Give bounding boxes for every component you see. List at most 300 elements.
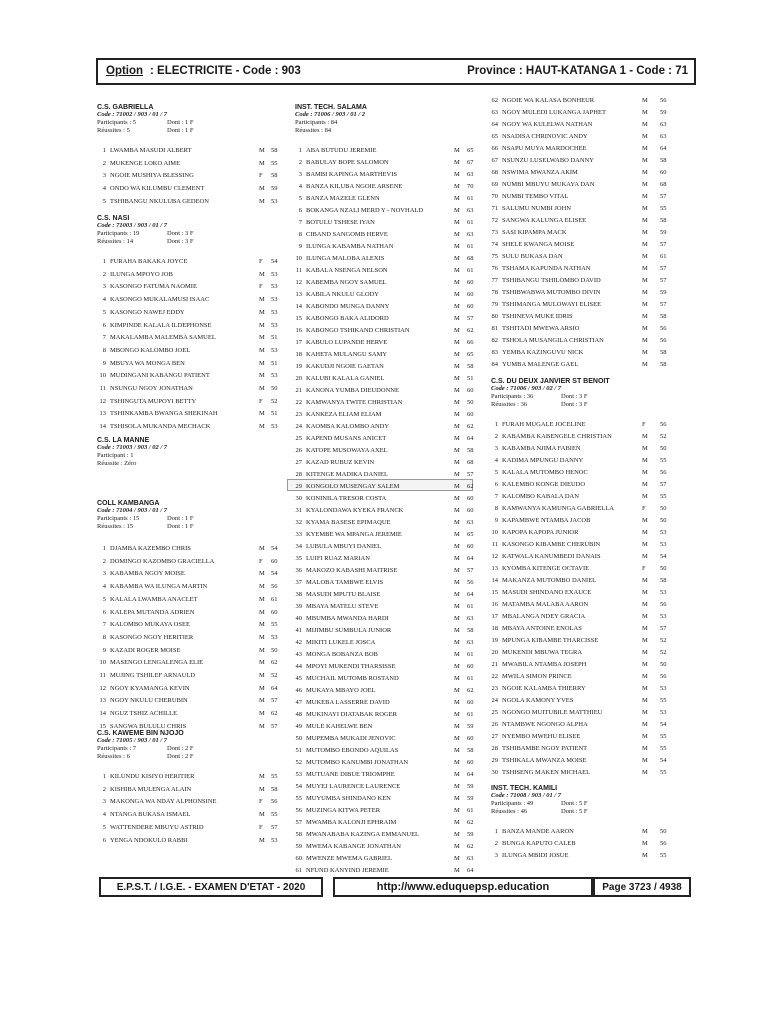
student-number: 55: [295, 795, 302, 802]
student-number: 10: [295, 255, 302, 262]
student-number: 11: [99, 672, 106, 679]
student-name: KASONGO FATUMA NAOMIE: [110, 283, 197, 291]
student-name: SULU BUKASA DAN: [502, 253, 563, 260]
school-name: C.S. LA MANNE: [97, 437, 150, 444]
student-sex: M: [642, 169, 648, 176]
student-number: 65: [491, 133, 498, 140]
student-score: 53: [660, 541, 667, 548]
student-name: NGOY NKULU CHERUBIN: [110, 697, 188, 705]
student-sex: M: [454, 159, 460, 166]
student-sex: M: [259, 646, 265, 654]
student-name: KAZAD RUBUZ KEVIN: [306, 459, 375, 466]
student-number: 35: [295, 555, 302, 562]
student-name: MUKENDI MBUWA TEGRA: [502, 649, 583, 656]
student-name: KAOMBA KALOMBO ANDY: [306, 423, 390, 430]
student-name: KANONA YUMBA DIEUDONNE: [306, 387, 399, 394]
student-number: 25: [491, 709, 498, 716]
student-number: 2: [102, 270, 106, 278]
student-name: ILUNGA MALOBA ALEXIS: [306, 255, 385, 262]
school-code: Code : 71005 / 903 / 01 / 7: [97, 737, 168, 744]
student-sex: M: [642, 661, 648, 668]
student-number: 19: [295, 363, 302, 370]
student-number: 3: [298, 171, 302, 178]
student-score: 53: [271, 197, 278, 205]
student-number: 61: [295, 867, 302, 874]
student-number: 31: [295, 507, 302, 514]
school-code: Code : 71002 / 903 / 01 / 7: [97, 111, 168, 118]
student-sex: M: [454, 327, 460, 334]
student-name: MUKINAYI DIATABAK ROGER: [306, 711, 397, 718]
school-block: [97, 730, 277, 761]
student-score: 60: [467, 279, 474, 286]
student-number: 26: [491, 721, 498, 728]
option-label: Option: [106, 65, 144, 77]
participants-count: Participant : 1: [97, 452, 134, 459]
student-score: 66: [467, 339, 474, 346]
reussites-count: Réussites : 46: [491, 808, 528, 815]
student-number: 12: [295, 279, 302, 286]
student-sex: M: [454, 375, 460, 382]
student-number: 24: [491, 697, 498, 704]
student-sex: M: [454, 315, 460, 322]
student-number: 21: [491, 661, 498, 668]
student-row: [92, 707, 285, 720]
student-sex: M: [642, 241, 648, 248]
student-number: 15: [99, 722, 106, 730]
student-name: ILUNGA MPOYO JOB: [110, 270, 173, 278]
student-score: 57: [660, 193, 667, 200]
student-name: KABALA NSENGA NELSON: [306, 267, 388, 274]
student-score: 55: [660, 769, 667, 776]
student-number: 7: [102, 621, 106, 629]
student-name: WATTENDERE MBUYU ASTRID: [110, 823, 204, 831]
student-name: TSHOLA MUSANGILA CHRISTIAN: [502, 337, 604, 344]
student-number: 10: [99, 659, 106, 667]
student-name: MUDINGANI KABANGU PATIENT: [110, 372, 210, 380]
student-row: [92, 669, 285, 682]
student-row: [92, 618, 285, 631]
student-number: 15: [295, 315, 302, 322]
student-number: 5: [102, 197, 106, 205]
student-sex: M: [454, 231, 460, 238]
student-sex: M: [259, 334, 265, 342]
student-name: NUMBI MBUYU MUKAYA DAN: [502, 181, 595, 188]
student-number: 4: [102, 583, 106, 591]
student-score: 58: [467, 747, 474, 754]
student-number: 29: [491, 757, 498, 764]
participants-row: [97, 119, 277, 127]
student-number: 17: [295, 339, 302, 346]
student-score: 57: [467, 315, 474, 322]
student-name: MAKALAMBA MALEMBA SAMUEL: [110, 334, 216, 342]
student-name: MUZINGA KITWA PETER: [306, 807, 381, 814]
student-row: [92, 770, 285, 783]
student-score: 62: [271, 659, 278, 667]
student-name: KAZADI ROGER MOISE: [110, 646, 181, 654]
student-number: 43: [295, 651, 302, 658]
student-name: NGONGO MUITUBILE MATTHIEU: [502, 709, 603, 716]
student-number: 8: [102, 346, 106, 354]
student-sex: M: [259, 372, 265, 380]
student-score: 57: [660, 277, 667, 284]
student-sex: M: [642, 457, 648, 464]
participants-count: Participants : 49: [491, 800, 534, 807]
student-number: 4: [298, 183, 302, 190]
student-score: 52: [660, 649, 667, 656]
student-number: 14: [99, 710, 106, 718]
student-sex: M: [454, 795, 460, 802]
student-score: 63: [467, 231, 474, 238]
student-name: SHELE KWANGA MOISE: [502, 241, 575, 248]
student-number: 5: [298, 195, 302, 202]
participants-female: Dont : 1 F: [167, 119, 194, 126]
student-number: 16: [295, 327, 302, 334]
student-name: NGOLA KAMONY YVES: [502, 697, 574, 704]
student-number: 13: [491, 565, 498, 572]
student-number: 57: [295, 819, 302, 826]
student-score: 59: [467, 723, 474, 730]
student-score: 64: [467, 591, 474, 598]
student-number: 77: [491, 277, 498, 284]
student-number: 39: [295, 603, 302, 610]
student-sex: M: [642, 469, 648, 476]
student-sex: M: [642, 445, 648, 452]
participants-count: Participants : 7: [97, 745, 136, 752]
student-sex: M: [454, 519, 460, 526]
student-score: 58: [467, 447, 474, 454]
student-score: 63: [660, 133, 667, 140]
student-score: 58: [660, 217, 667, 224]
student-score: 58: [467, 627, 474, 634]
school-code: Code : 71008 / 903 / 01 / 7: [491, 792, 562, 799]
student-score: 55: [271, 811, 278, 819]
student-number: 5: [102, 308, 106, 316]
student-score: 50: [660, 661, 667, 668]
student-row: [92, 821, 285, 834]
student-number: 2: [494, 840, 498, 847]
student-number: 8: [298, 231, 302, 238]
student-number: 40: [295, 615, 302, 622]
student-sex: M: [642, 709, 648, 716]
student-sex: M: [454, 735, 460, 742]
student-name: MBUYA WA MONGA BEN: [110, 359, 185, 367]
student-sex: M: [454, 291, 460, 298]
student-row: [92, 280, 285, 293]
student-name: KAPOPA KAPOPA JUNIOR: [502, 529, 579, 536]
student-sex: M: [454, 759, 460, 766]
student-number: 46: [295, 687, 302, 694]
student-sex: F: [642, 505, 646, 512]
footer-url[interactable]: http://www.eduquepsp.education: [333, 877, 593, 897]
student-score: 56: [660, 673, 667, 680]
student-number: 50: [295, 735, 302, 742]
student-number: 23: [491, 685, 498, 692]
student-name: SANGWA KALUNGA ELISEE: [502, 217, 587, 224]
student-sex: M: [642, 205, 648, 212]
student-number: 6: [102, 321, 106, 329]
student-sex: M: [454, 303, 460, 310]
student-name: NGUZ TSHIZ ACHILLE: [110, 710, 178, 718]
student-score: 61: [467, 711, 474, 718]
student-name: MAKONGA WA NDAY ALPHONSINE: [110, 798, 217, 806]
student-number: 24: [295, 423, 302, 430]
student-sex: M: [454, 639, 460, 646]
student-score: 58: [660, 313, 667, 320]
student-score: 60: [467, 411, 474, 418]
participants-count: Participants : 19: [97, 230, 140, 237]
student-sex: F: [259, 798, 263, 806]
student-number: 14: [99, 423, 106, 431]
student-name: KIMPINDE KALALA ILDEPHONSE: [110, 321, 212, 329]
student-sex: M: [454, 591, 460, 598]
student-number: 1: [102, 258, 106, 265]
student-score: 50: [660, 445, 667, 452]
student-score: 56: [660, 421, 667, 428]
student-number: 8: [494, 505, 498, 512]
student-score: 57: [271, 722, 278, 730]
student-name: KALEPA MUTANDA ADRIEN: [110, 608, 195, 616]
student-row: [92, 580, 285, 593]
student-sex: M: [642, 97, 648, 104]
student-name: TSHIMANGA MULOWAYI ELISEE: [502, 301, 602, 308]
student-row: [92, 157, 285, 170]
student-number: 3: [494, 852, 498, 859]
student-number: 2: [102, 785, 106, 793]
student-row: [92, 395, 285, 408]
student-number: 72: [491, 217, 498, 224]
student-score: 53: [271, 308, 278, 316]
student-number: 18: [295, 351, 302, 358]
student-sex: M: [642, 493, 648, 500]
student-score: 53: [271, 296, 278, 304]
student-name: KALALA LWAMBA ANACLET: [110, 595, 198, 603]
student-row: [92, 555, 285, 568]
student-score: 64: [271, 684, 278, 692]
student-name: NTANGA BUKASA ISMAEL: [110, 811, 191, 819]
student-name: KALUBI KALALA GANIEL: [306, 375, 385, 382]
student-name: SALUMU NUMBI JOHN: [502, 205, 571, 212]
student-number: 52: [295, 759, 302, 766]
student-number: 71: [491, 205, 498, 212]
student-sex: M: [454, 711, 460, 718]
participants-count: Participants : 15: [97, 515, 140, 522]
student-name: BANZA MAZELE GLENN: [306, 195, 380, 202]
student-number: 60: [295, 855, 302, 862]
student-name: MIJIMBU SUMBULA JUNIOR: [306, 627, 392, 634]
student-sex: M: [642, 757, 648, 764]
student-sex: M: [642, 577, 648, 584]
student-name: MIKITI LUKELE JOSCA: [306, 639, 376, 646]
student-name: KALOMBO MUKAYA OSEE: [110, 621, 190, 629]
student-name: MAKOZO KABASHI MAITRISE: [306, 567, 398, 574]
student-sex: M: [259, 147, 265, 154]
student-score: 53: [660, 685, 667, 692]
student-number: 54: [295, 783, 302, 790]
student-sex: M: [454, 255, 460, 262]
student-score: 53: [271, 321, 278, 329]
student-name: MBAYA ANTOINE ENOLAS: [502, 625, 582, 632]
participants-female: Dont : 2 F: [167, 745, 194, 752]
student-score: 63: [467, 207, 474, 214]
student-sex: M: [454, 471, 460, 478]
student-score: 61: [467, 195, 474, 202]
student-number: 11: [491, 541, 498, 548]
student-sex: M: [454, 867, 460, 874]
student-score: 59: [660, 229, 667, 236]
student-sex: M: [259, 308, 265, 316]
student-number: 44: [295, 663, 302, 670]
student-score: 57: [660, 481, 667, 488]
student-score: 52: [271, 397, 278, 405]
student-name: TSHIBWABWA MUTOMBO DIVIN: [502, 289, 601, 296]
student-sex: M: [642, 637, 648, 644]
student-row: [92, 195, 285, 208]
student-name: MUTUANE DIBUE TRIOMPHE: [306, 771, 395, 778]
student-sex: M: [642, 721, 648, 728]
student-name: YENGA NDOKULO RABBI: [110, 836, 188, 844]
student-sex: M: [454, 483, 460, 490]
student-name: MBONGO KALOMBO JOEL: [110, 346, 191, 354]
student-score: 55: [660, 697, 667, 704]
student-row: [484, 849, 674, 862]
student-score: 54: [271, 570, 278, 578]
reussites-count: Réussites : 14: [97, 238, 134, 245]
student-row: [92, 606, 285, 619]
school-name: C.S. KAWEME BIN NJOJO: [97, 730, 184, 737]
student-sex: M: [454, 615, 460, 622]
student-sex: M: [259, 359, 265, 367]
student-name: NFUND KANYIND JEREMIE: [306, 867, 389, 874]
school-name: INST. TECH. SALAMA: [295, 104, 367, 111]
student-sex: M: [642, 277, 648, 284]
participants-row: [97, 515, 277, 523]
student-name: KATOPE MUSOWAYA AXEL: [306, 447, 388, 454]
reussites-row: [97, 460, 277, 468]
student-sex: M: [642, 217, 648, 224]
student-score: 56: [660, 97, 667, 104]
school-code: Code : 71003 / 903 / 02 / 7: [97, 444, 168, 451]
student-name: KILUNDU KISIYO HERITIER: [110, 773, 195, 780]
student-sex: M: [259, 621, 265, 629]
student-row: [288, 864, 481, 877]
student-number: 53: [295, 771, 302, 778]
student-score: 60: [660, 169, 667, 176]
student-sex: F: [642, 421, 646, 428]
student-sex: M: [642, 289, 648, 296]
student-number: 17: [491, 613, 498, 620]
student-score: 54: [660, 553, 667, 560]
student-score: 64: [660, 145, 667, 152]
student-score: 62: [467, 327, 474, 334]
student-score: 63: [467, 615, 474, 622]
student-sex: M: [454, 807, 460, 814]
student-sex: M: [454, 339, 460, 346]
student-sex: M: [454, 699, 460, 706]
student-score: 55: [660, 457, 667, 464]
school-code: Code : 71006 / 903 / 01 / 2: [295, 111, 366, 118]
student-score: 68: [467, 255, 474, 262]
student-sex: M: [642, 553, 648, 560]
student-score: 52: [660, 637, 667, 644]
page-header: [96, 58, 696, 85]
student-name: NGOIE MUSHIYA BLESSING: [110, 172, 194, 180]
student-row: [92, 268, 285, 281]
student-name: NGOIE WA KALASA BONHEUR: [502, 97, 595, 104]
student-sex: M: [259, 570, 265, 578]
student-name: MBALANGA NDEY GRACIA: [502, 613, 586, 620]
student-name: KANKEZA ELIAM ELIAM: [306, 411, 382, 418]
student-name: NYEMBO MWEHU ELISEE: [502, 733, 581, 740]
student-score: 57: [467, 471, 474, 478]
student-name: KABEMBA NGOY SAMUEL: [306, 279, 387, 286]
student-number: 12: [99, 684, 106, 692]
student-name: MUTOMBO EBONDO AQUILAS: [306, 747, 399, 754]
student-name: MWILA SIMON PRINCE: [502, 673, 572, 680]
student-score: 62: [467, 483, 474, 490]
student-score: 50: [467, 399, 474, 406]
student-name: KONINILA TRESOR COSTA: [306, 495, 387, 502]
student-score: 63: [467, 855, 474, 862]
student-number: 27: [491, 733, 498, 740]
student-name: MPUNGA KIBAMBE THARCISSE: [502, 637, 599, 644]
student-name: NGOY KYAMANGA KEVIN: [110, 684, 190, 692]
student-name: TSHIKALA MWANZA MOISE: [502, 757, 587, 764]
participants-row: [97, 452, 277, 460]
student-sex: M: [454, 195, 460, 202]
student-name: ABA BUTUDU JEREMIE: [306, 147, 377, 154]
student-number: 10: [99, 372, 106, 380]
reussites-row: [97, 523, 277, 531]
student-sex: M: [454, 579, 460, 586]
student-sex: M: [454, 651, 460, 658]
reussites-female: Dont : 3 F: [167, 238, 194, 245]
student-name: NSUNZU LUSELWABO DANNY: [502, 157, 594, 164]
student-name: BABULAY BOPE SALOMON: [306, 159, 389, 166]
student-number: 62: [491, 97, 498, 104]
student-sex: M: [454, 687, 460, 694]
student-name: KASONGO NGOY HERITIER: [110, 633, 194, 641]
school-block: [97, 104, 277, 135]
reussites-female: Dont : 2 F: [167, 753, 194, 760]
student-number: 2: [494, 433, 498, 440]
student-number: 18: [491, 625, 498, 632]
participants-female: Dont : 3 F: [561, 393, 588, 400]
student-name: KISHIBA MULENGA ALAIN: [110, 785, 192, 793]
student-row: [92, 169, 285, 182]
student-number: 19: [491, 637, 498, 644]
student-number: 8: [102, 633, 106, 641]
student-sex: M: [259, 185, 265, 193]
student-score: 60: [467, 543, 474, 550]
student-name: LWAMBA MASUDI ALBERT: [110, 147, 192, 154]
student-score: 59: [467, 783, 474, 790]
student-sex: M: [642, 133, 648, 140]
student-name: MUKENGE LOKO AIME: [110, 159, 181, 167]
student-name: KABAMBA WA ILUNGA MARTIN: [110, 583, 208, 591]
student-sex: M: [259, 684, 265, 692]
student-number: 3: [102, 283, 106, 291]
student-row: [92, 255, 285, 268]
student-sex: M: [259, 321, 265, 329]
student-score: 61: [467, 267, 474, 274]
student-score: 53: [271, 633, 278, 641]
reussites-female: Dont : 3 F: [561, 401, 588, 408]
student-name: TSHISOLA MUKANDA MECHACK: [110, 423, 211, 431]
student-sex: M: [454, 447, 460, 454]
student-number: 47: [295, 699, 302, 706]
reussites-count: Réussites : 36: [491, 401, 528, 408]
student-sex: M: [259, 197, 265, 205]
